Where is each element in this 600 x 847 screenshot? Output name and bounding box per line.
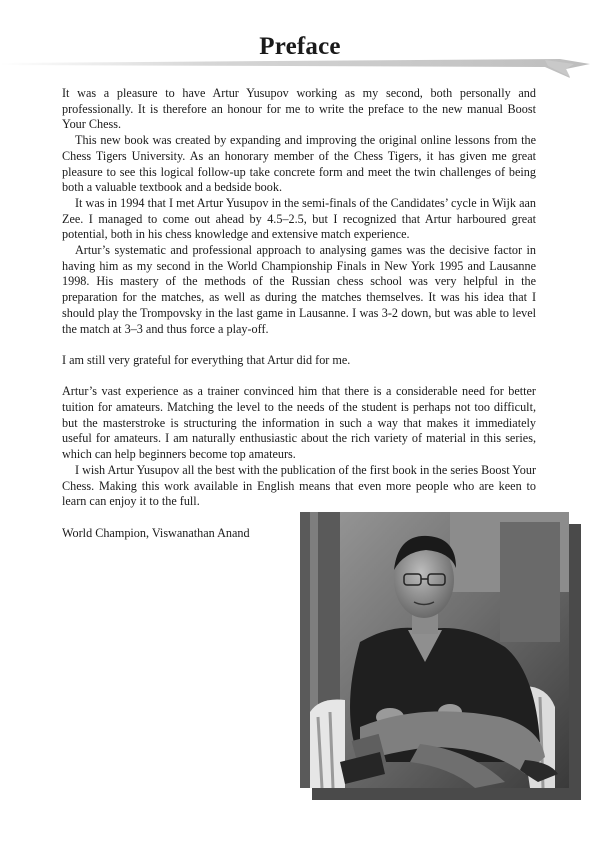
paragraph-3: It was in 1994 that I met Artur Yusupov in the semi-finals of the Candidates’ cycle in Wijk aan Zee. I managed to come out ahead by 4.5–2.5, but I recognized that Artur harboured great potential, both in his chess knowledge and extensive match experience.	[62, 195, 536, 242]
paragraph-5: I am still very grateful for everything that Artur did for me.	[62, 352, 351, 367]
paragraph-2: This new book was created by expanding and improving the original online lessons from the Chess Tigers University. As an honorary member of the Chess Tigers, it has given me great pleasure to see this logical follow-up take concrete form and meet the twin challenges of being both a valuable textbook and a bedside book.	[62, 133, 536, 195]
signature: World Champion, Viswanathan Anand	[62, 525, 250, 540]
paragraph-7: I wish Artur Yusupov all the best with the publication of the first book in the series Boost Your Chess. Making this work available in English means that even more people who are keen to learn can enjoy it to the full.	[62, 462, 536, 509]
paragraph-1: It was a pleasure to have Artur Yusupov working as my second, both personally and professionally. It is therefore an honour for me to write the preface to the new manual Boost Your Chess.	[62, 86, 536, 132]
preface-body	[62, 86, 536, 541]
page-header	[0, 0, 600, 80]
page-title: Preface	[259, 33, 341, 60]
paragraph-4: Artur’s systematic and professional approach to analysing games was the decisive factor in having him as my second in the World Championship Finals in New York 1995 and Lausanne 1998. His mastery of the methods of the Russian chess school was very helpful in the preparation for the matches, as well as during the matches themselves. It was his idea that I should play the Trompovsky in the last game in Lausanne. I was 3-2 down, but was able to level the match at 3–3 and thus force a play-off.	[62, 243, 536, 336]
author-photo	[300, 512, 569, 788]
portrait-illustration	[300, 512, 569, 788]
paragraph-6: Artur’s vast experience as a trainer convinced him that there is a considerable need for better tuition for amateurs. Matching the level to the needs of the student is perhaps not too difficult, but the masterstroke is structuring the information in such a way that makes it immediately useful for amateurs. I am naturally enthusiastic about the rich variety of material in this series, which can help beginners become top amateurs.	[62, 384, 536, 462]
header-rule-icon	[0, 57, 600, 81]
